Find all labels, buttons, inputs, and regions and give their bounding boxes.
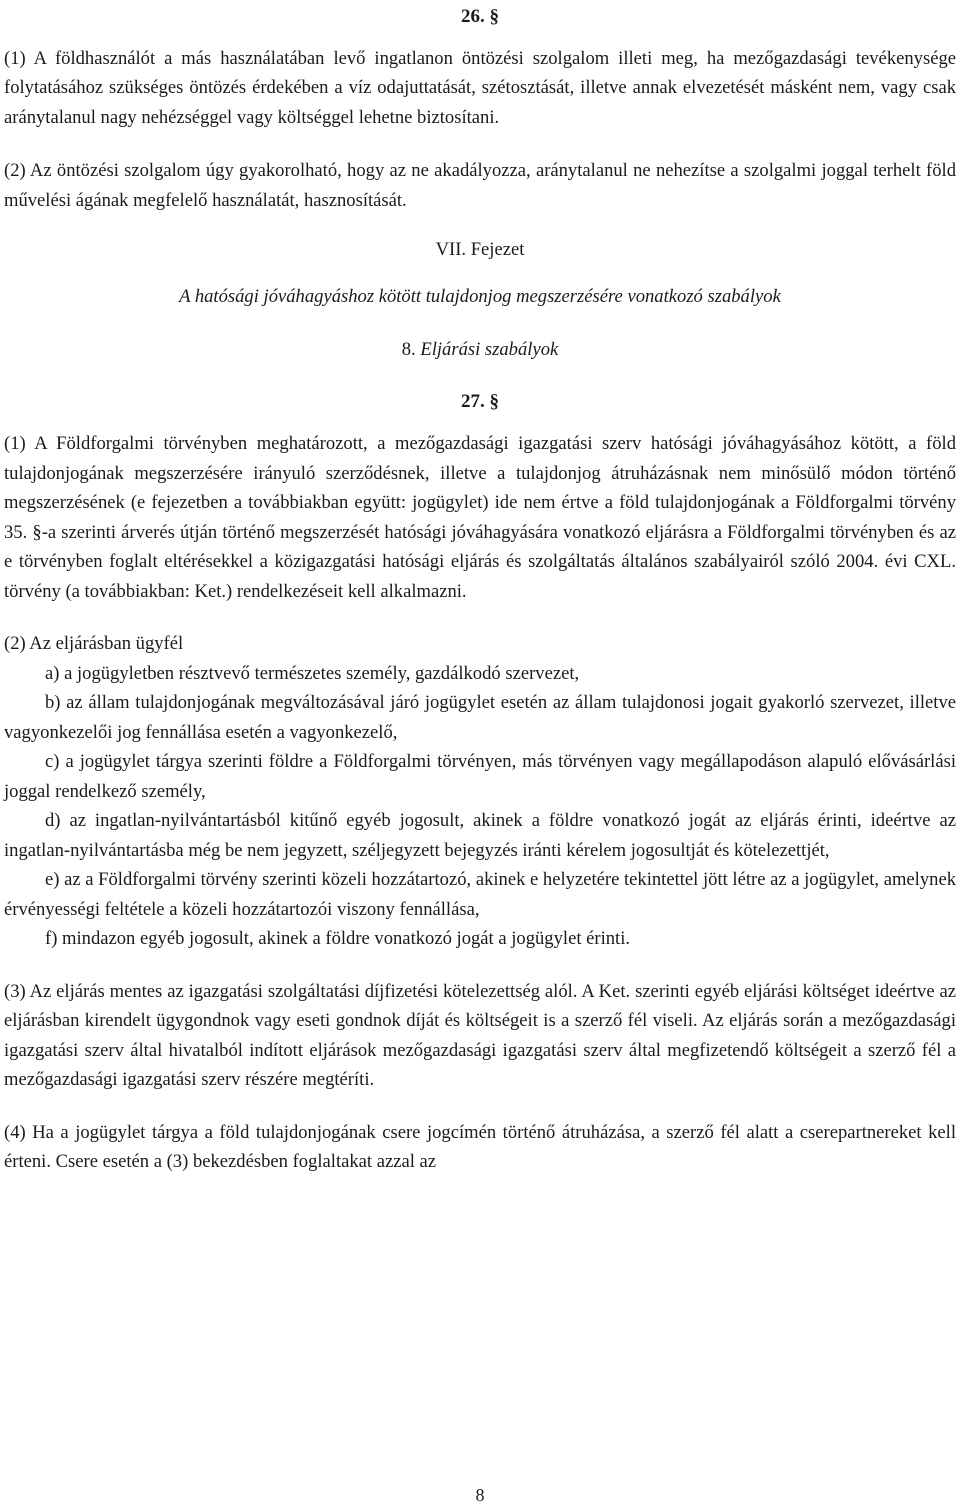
list-item-b: b) az állam tulajdonjogának megváltozásával járó jogügylet esetén az állam tulajdonosi jogait gyakorló szervezet, illetve vagyonkezelői jog fennállása esetén a vagyonkezelő, (4, 692, 956, 743)
article-26-paragraph-2: (2) Az öntözési szolgalom úgy gyakorolható, hogy az ne akadályozza, aránytalanul ne nehezítse a szolgalmi joggal terhelt föld művelési ágának megfelelő használatát, hasznosítását. (4, 160, 956, 211)
article-26-heading: 26. § (461, 6, 499, 27)
list-item-e: e) az a Földforgalmi törvény szerinti közeli hozzátartozó, akinek e helyzetére tekintettel jött létre az a jogügylet, amelynek érvényességi feltétele a közeli hozzátartozói viszony fennállása, (4, 869, 956, 920)
list-item-a: a) a jogügyletben résztvevő természetes személy, gazdálkodó szervezet, (45, 662, 580, 684)
section-number: 8. (401, 339, 421, 360)
chapter-number: VII. Fejezet (435, 239, 525, 260)
article-27-heading: 27. § (461, 390, 499, 412)
section-heading (4, 335, 956, 365)
article-27-paragraph-4: (4) Ha a jogügylet tárgya a föld tulajdonjogának csere jogcímén történő átruházása, a szerző fél alatt a cserepartnereket kell érteni. Csere esetén a (3) bekezdésben foglaltakat azzal az (4, 1121, 956, 1172)
article-26-paragraph-1: (1) A földhasználót a más használatában levő ingatlanon öntözési szolgalom illeti meg, ha mezőgazdasági tevékenysége folytatásához szükséges öntözés érdekében a víz odajuttatását, szétosztását, illetve annak elvezetését másként nem, vagy csak aránytalanul nagy nehézséggel vagy költséggel lehetne biztosítani. (4, 47, 956, 128)
section-title: Eljárási szabályok (420, 339, 559, 360)
article-27-paragraph-3: (3) Az eljárás mentes az igazgatási szolgáltatási díjfizetési kötelezettség alól. A Ket. szerinti egyéb eljárási költséget ideértve az eljárásban kirendelt ügygondnok vagy eseti gondnok díját és költségeit is a szerző fél viseli. Az eljárás során a mezőgazdasági igazgatási szerv által hivatalból indított eljárások mezőgazdasági igazgatási szerv által megfizetendő költségeit a szerző fél a mezőgazdasági igazgatási szerv részére megtéríti. (4, 980, 956, 1090)
list-item-c: c) a jogügylet tárgya szerinti földre a Földforgalmi törvényen, más törvényen vagy megállapodáson alapuló elővásárlási joggal rendelkező személy, (4, 751, 956, 802)
article-27-paragraph-1: (1) A Földforgalmi törvényben meghatározott, a mezőgazdasági igazgatási szerv hatósági jóváhagyásához kötött, a föld tulajdonjogának megszerzésére irányuló szerződésnek, illetve a tulajdonjog átruházásnak nem minősülő módon történő megszerzésének (e fejezetben a továbbiakban együtt: jogügylet) ide nem értve a föld tulajdonjogának a Földforgalmi törvény 35. §-a szerinti árverés útján történő megszerzését hatósági jóváhagyására vonatkozó eljárásra a Földforgalmi törvényben és az e törvényben foglalt eltérésekkel a közigazgatási hatósági eljárás és szolgáltatás általános szabályairól szóló 2004. évi CXL. törvény (a továbbiakban: Ket.) rendelkezéseit kell alkalmazni. (4, 433, 956, 602)
chapter-title: A hatósági jóváhagyáshoz kötött tulajdonjog megszerzésére vonatkozó szabályok (179, 285, 781, 307)
list-item-f: f) mindazon egyéb jogosult, akinek a földre vonatkozó jogát a jogügylet érinti. (45, 928, 631, 949)
document-page (4, 0, 956, 1177)
list-item-d: d) az ingatlan-nyilvántartásból kitűnő egyéb jogosult, akinek a földre vonatkozó jogát az eljárás érinti, ideértve az ingatlan-nyilvántartásba még be nem jegyzett, széljegyzett bejegyzés iránti kérelem jogosultját és kötelezettjét, (4, 810, 956, 861)
page-number: 8 (475, 1485, 485, 1505)
article-27-paragraph-2-intro: (2) Az eljárásban ügyfél (4, 633, 184, 654)
